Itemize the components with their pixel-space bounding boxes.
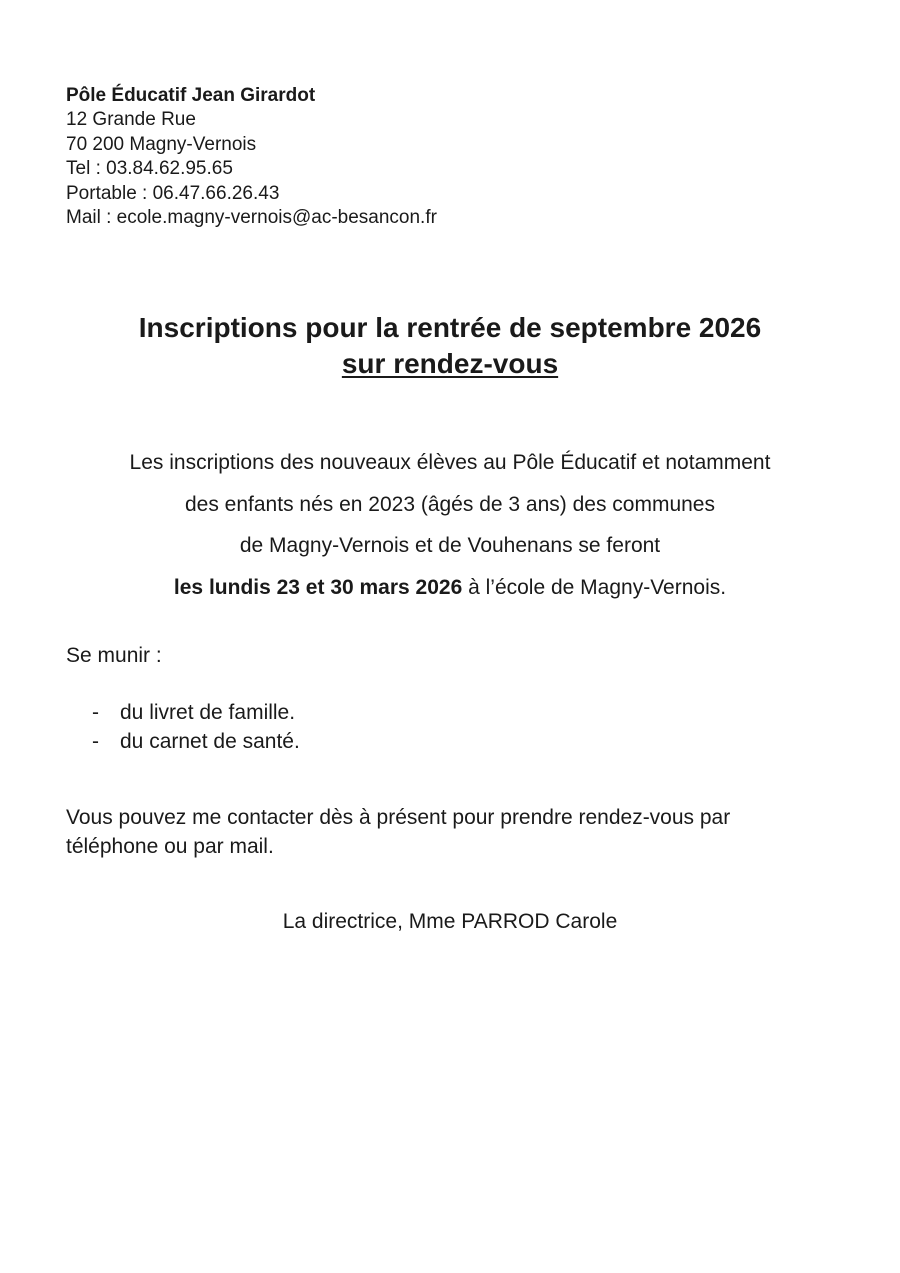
school-name: Pôle Éducatif Jean Girardot [66, 85, 316, 106]
intro-line-2: des enfants nés en 2023 (âgés de 3 ans) des communes [184, 492, 715, 516]
street-address: 12 Grande Rue [66, 109, 196, 131]
intro-paragraph [0, 442, 900, 608]
required-documents-list [92, 698, 300, 756]
postal-city: 70 200 Magny-Vernois [66, 133, 257, 155]
location-text: à l’école de Magny-Vernois. [462, 575, 727, 599]
contact-paragraph [66, 803, 856, 861]
mobile-number: Portable : 06.47.66.26.43 [66, 182, 280, 204]
list-item-text: du carnet de santé. [120, 730, 300, 753]
title-line: Inscriptions pour la rentrée de septembre 2026 [138, 312, 762, 343]
dash-bullet: - [92, 701, 99, 724]
email-address: Mail : ecole.magny-vernois@ac-besancon.fr [66, 207, 437, 229]
title-subline: sur rendez-vous [341, 348, 559, 379]
intro-line-1: Les inscriptions des nouveaux élèves au Pôle Éducatif et notamment [129, 451, 771, 474]
intro-line-3: de Magny-Vernois et de Vouhenans se feront [239, 534, 661, 557]
list-item-text: du livret de famille. [120, 701, 296, 724]
dash-bullet: - [92, 730, 99, 753]
contact-line-2: téléphone ou par mail. [66, 835, 274, 858]
bring-label: Se munir : [66, 644, 162, 667]
dates-highlight: les lundis 23 et 30 mars 2026 [173, 575, 463, 599]
signature: La directrice, Mme PARROD Carole [282, 910, 618, 933]
intro-line-4 [0, 567, 900, 609]
list-item [92, 698, 300, 727]
contact-line-1: Vous pouvez me contacter dès à présent pour prendre rendez-vous par [66, 806, 731, 829]
page-title [0, 310, 900, 382]
phone-number: Tel : 03.84.62.95.65 [66, 158, 233, 180]
list-item [92, 727, 300, 756]
school-address-block [66, 84, 437, 230]
